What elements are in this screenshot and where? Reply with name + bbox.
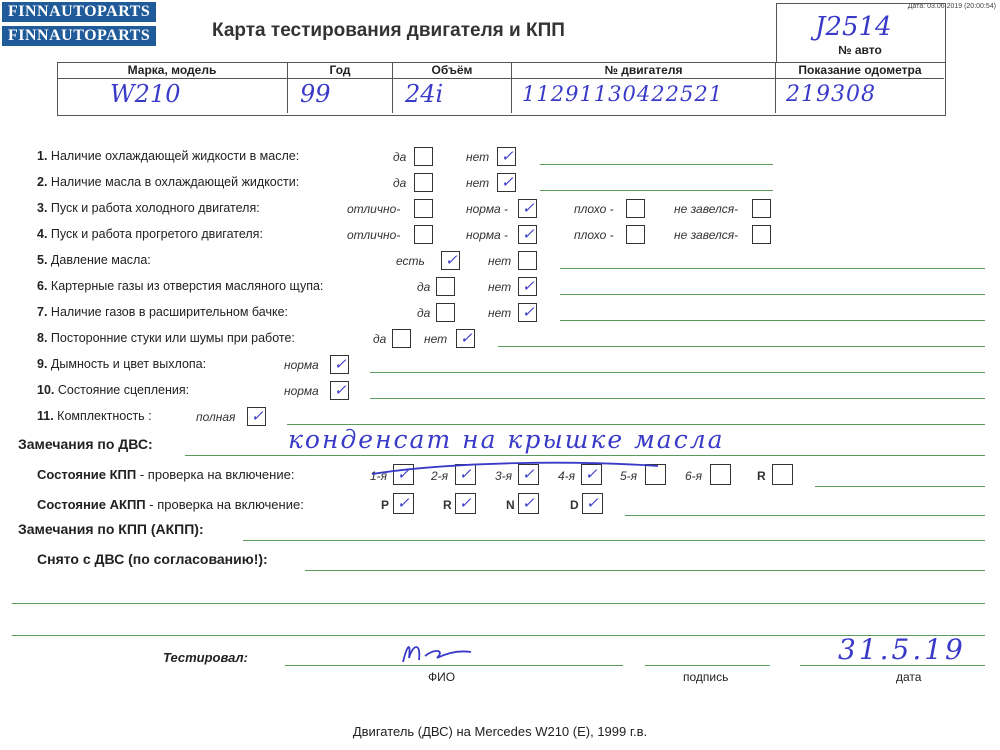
checklist-item (37, 279, 323, 293)
checklist-option-label: не завелся- (674, 228, 739, 242)
checklist-item-text: Наличие охлаждающей жидкости в масле: (50, 149, 300, 163)
gearbox-remarks-label: Замечания по КПП (АКПП): (18, 521, 204, 537)
checklist-item-number: 1. (37, 149, 48, 163)
auto-gearbox-suffix: - проверка на включение: (145, 497, 304, 512)
checklist-item-number: 9. (37, 357, 48, 371)
checklist-checkmark: ✓ (522, 199, 535, 217)
checklist-answer-line (540, 190, 773, 191)
checklist-option-label: норма (284, 384, 319, 398)
value-volume: 24i (405, 80, 444, 108)
engine-remarks-value: конденсат на крышке масла (288, 425, 725, 454)
checklist-answer-line (560, 294, 985, 295)
header-engine-number: № двигателя (512, 62, 776, 78)
engine-remarks-line (185, 455, 985, 456)
checklist-checkmark: ✓ (460, 329, 473, 347)
gear-label: 4-я (558, 469, 576, 483)
checklist-checkbox[interactable] (752, 225, 771, 244)
checklist-checkbox[interactable] (414, 225, 433, 244)
gear-label: R (757, 469, 766, 483)
checklist-checkmark: ✓ (501, 147, 514, 165)
date-stamp: Дата: 03.06.2019 (20:00:54) (907, 3, 996, 10)
removed-label: Снято с ДВС (по согласованию!): (37, 551, 268, 567)
checklist-checkbox[interactable] (518, 251, 537, 270)
checklist-item-number: 7. (37, 305, 48, 319)
checklist-item-text: Дымность и цвет выхлопа: (50, 357, 207, 371)
gear-checkbox[interactable] (710, 464, 731, 485)
checklist-checkmark: ✓ (334, 381, 347, 399)
checklist-item-number: 10. (37, 383, 55, 397)
checklist-item (37, 149, 299, 163)
checklist-checkbox[interactable] (626, 225, 645, 244)
checklist-item (37, 409, 152, 423)
checklist-checkbox[interactable] (752, 199, 771, 218)
engine-remarks-label: Замечания по ДВС: (18, 436, 153, 452)
strike-through-line (370, 458, 660, 482)
date-label: дата (896, 670, 922, 684)
checklist-answer-line (370, 398, 985, 399)
checklist-item-text: Картерные газы из отверстия масляного щупа: (50, 279, 324, 293)
gear-checkmark: ✓ (459, 465, 472, 483)
position-checkmark: ✓ (459, 494, 472, 512)
logo-finnautoparts: FINNAUTOPARTS (2, 2, 156, 22)
checklist-checkbox[interactable] (392, 329, 411, 348)
header-volume: Объём (393, 62, 512, 78)
checklist-item-text: Пуск и работа холодного двигателя: (50, 201, 260, 215)
checklist-option-label: не завелся- (674, 202, 739, 216)
checklist-checkmark: ✓ (522, 225, 535, 243)
position-checkmark: ✓ (586, 494, 599, 512)
checklist-checkmark: ✓ (334, 355, 347, 373)
checklist-item-text: Давление масла: (50, 253, 151, 267)
position-checkmark: ✓ (397, 494, 410, 512)
checklist-item-text: Посторонние стуки или шумы при работе: (50, 331, 295, 345)
auto-gearbox-line (625, 515, 985, 516)
tested-by-label: Тестировал: (163, 650, 248, 665)
signature-label: подпись (683, 670, 729, 684)
checklist-item (37, 331, 295, 345)
removed-line-2 (12, 603, 985, 604)
checklist-option-label: да (417, 306, 431, 320)
checklist-option-label: отлично- (347, 228, 401, 242)
checklist-answer-line (370, 372, 985, 373)
checklist-item (37, 201, 260, 215)
gear-label: 1-я (370, 469, 388, 483)
checklist-item (37, 357, 206, 371)
manual-gearbox-suffix: - проверка на включение: (136, 467, 295, 482)
checklist-option-label: нет (488, 306, 512, 320)
checklist-option-label: нет (488, 280, 512, 294)
image-caption: Двигатель (ДВС) на Mercedes W210 (E), 1999 г.в. (352, 724, 648, 739)
checklist-option-label: норма - (466, 228, 509, 242)
checklist-item-number: 11. (37, 409, 54, 423)
gear-checkbox[interactable] (772, 464, 793, 485)
checklist-option-label: норма - (466, 202, 509, 216)
checklist-item-number: 3. (37, 201, 48, 215)
gear-checkmark: ✓ (585, 465, 598, 483)
position-label: R (443, 498, 452, 512)
checklist-item-number: 4. (37, 227, 48, 241)
checklist-item-number: 2. (37, 175, 48, 189)
checklist-answer-line (498, 346, 985, 347)
checklist-item (37, 305, 288, 319)
manual-gearbox-title: Состояние КПП (37, 467, 137, 482)
checklist-answer-line (540, 164, 773, 165)
manual-gearbox-line (815, 486, 985, 487)
checklist-checkmark: ✓ (522, 303, 535, 321)
checklist-item (37, 383, 189, 397)
checklist-option-label: полная (196, 410, 236, 424)
checklist-option-label: да (393, 150, 407, 164)
checklist-item (37, 253, 151, 267)
checklist-item-number: 6. (37, 279, 48, 293)
checklist-checkmark: ✓ (501, 173, 514, 191)
checklist-checkmark: ✓ (445, 251, 458, 269)
position-label: N (506, 498, 515, 512)
checklist-checkbox[interactable] (414, 173, 433, 192)
checklist-answer-line (560, 268, 985, 269)
checklist-checkbox[interactable] (414, 147, 433, 166)
checklist-item-text: Состояние сцепления: (57, 383, 190, 397)
gear-checkmark: ✓ (397, 465, 410, 483)
checklist-option-label: нет (488, 254, 512, 268)
checklist-checkmark: ✓ (251, 407, 264, 425)
checklist-option-label: да (417, 280, 431, 294)
auto-gearbox-title: Состояние АКПП (37, 497, 146, 512)
gearbox-remarks-line (243, 540, 985, 541)
header-year: Год (288, 62, 393, 78)
checklist-checkbox[interactable] (436, 303, 455, 322)
page-title: Карта тестирования двигателя и КПП (212, 20, 565, 41)
removed-line-1 (305, 570, 985, 571)
value-year: 99 (300, 80, 331, 108)
checklist-option-label: плохо - (574, 202, 614, 216)
fio-label: ФИО (428, 670, 456, 684)
checklist-option-label: плохо - (574, 228, 614, 242)
checklist-item (37, 175, 299, 189)
auto-number-value: J2514 (815, 12, 892, 42)
checklist-item-number: 8. (37, 331, 48, 345)
position-label: D (570, 498, 579, 512)
gear-label: 6-я (685, 469, 703, 483)
gear-label: 3-я (495, 469, 513, 483)
checklist-option-label: да (393, 176, 407, 190)
checklist-option-label: есть (396, 254, 425, 268)
checklist-option-label: нет (466, 176, 490, 190)
checklist-checkbox[interactable] (436, 277, 455, 296)
checklist-item (37, 227, 263, 241)
checklist-item-text: Наличие масла в охлаждающей жидкости: (50, 175, 300, 189)
logo-finnautoparts-secondary: FINNAUTOPARTS (2, 26, 156, 46)
checklist-option-label: да (373, 332, 387, 346)
header-make-model: Марка, модель (57, 62, 288, 78)
checklist-checkmark: ✓ (522, 277, 535, 295)
gear-label: 2-я (431, 469, 449, 483)
checklist-answer-line (560, 320, 985, 321)
checklist-item-text: Пуск и работа прогретого двигателя: (50, 227, 263, 241)
position-label: P (381, 498, 390, 512)
checklist-option-label: нет (424, 332, 448, 346)
value-odometer: 219308 (786, 82, 876, 107)
manual-gearbox-label (37, 467, 294, 482)
header-odometer: Показание одометра (798, 63, 922, 77)
checklist-item-text: Наличие газов в расширительном бачке: (50, 305, 289, 319)
test-date-value: 31.5.19 (838, 633, 966, 666)
gear-label: 5-я (620, 469, 638, 483)
auto-number-label: № авто (838, 43, 882, 57)
checklist-option-label: норма (284, 358, 319, 372)
gear-checkmark: ✓ (522, 465, 535, 483)
value-make-model: W210 (110, 80, 181, 108)
signature-line (645, 665, 770, 666)
checklist-checkbox[interactable] (414, 199, 433, 218)
checklist-option-label: нет (466, 150, 490, 164)
checklist-checkbox[interactable] (626, 199, 645, 218)
position-checkmark: ✓ (522, 494, 535, 512)
signature-mark (395, 636, 485, 668)
auto-gearbox-label (37, 497, 304, 512)
checklist-item-number: 5. (37, 253, 48, 267)
checklist-option-label: отлично- (347, 202, 401, 216)
value-engine-number: 11291130422521 (522, 82, 724, 106)
checklist-item-text: Комплектность : (57, 409, 152, 423)
